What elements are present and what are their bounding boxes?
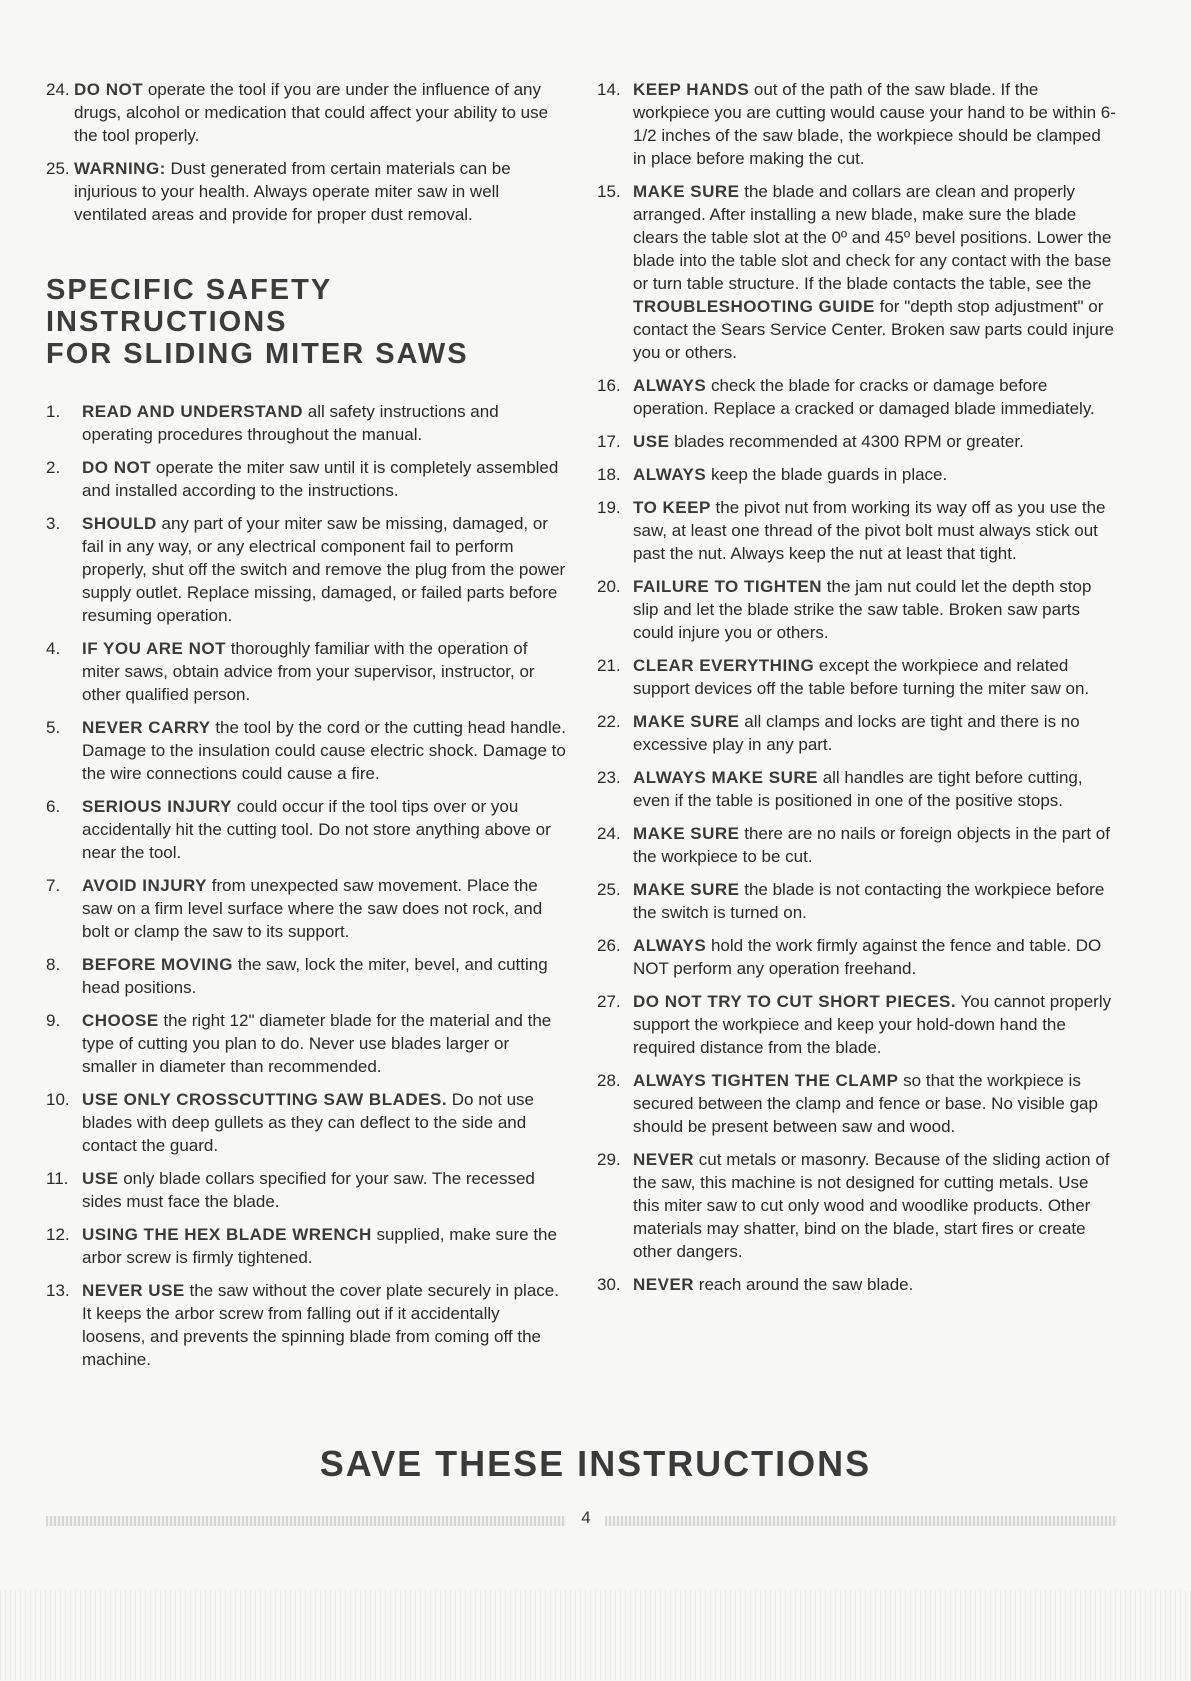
list-item	[597, 575, 1117, 644]
item-number: 26.	[597, 936, 621, 955]
list-item	[597, 1148, 1117, 1263]
item-lead: ALWAYS MAKE SURE	[633, 768, 818, 787]
item-lead: DO NOT TRY TO CUT SHORT PIECES.	[633, 992, 957, 1011]
item-number: 19.	[597, 498, 621, 517]
list-item	[46, 874, 566, 943]
item-lead-reference: TROUBLESHOOTING GUIDE	[633, 297, 875, 316]
item-text: there are no nails or foreign objects in the part of the workpiece to be cut.	[633, 824, 1110, 866]
item-number: 18.	[597, 465, 621, 484]
item-number: 10.	[46, 1090, 70, 1109]
item-lead: MAKE SURE	[633, 712, 740, 731]
item-lead: ALWAYS TIGHTEN THE CLAMP	[633, 1071, 899, 1090]
item-number: 24.	[597, 824, 621, 843]
item-text: cut metals or masonry. Because of the sliding action of the saw, this machine is not designed for cutting metals. Use this miter saw to cut only wood and woodlike products. Other materials may shatter, bind on the blade, start fires or create other dangers.	[633, 1150, 1110, 1261]
item-text: from unexpected saw movement. Place the saw on a firm level surface where the saw does not rock, and bolt or clamp the saw to its support.	[82, 876, 543, 941]
item-lead: SERIOUS INJURY	[82, 797, 232, 816]
list-item	[46, 795, 566, 864]
item-lead: NEVER	[633, 1150, 695, 1169]
item-lead: ALWAYS	[633, 376, 707, 395]
list-item	[597, 822, 1117, 868]
footer-rule-left	[46, 1516, 566, 1526]
item-number: 4.	[46, 639, 61, 658]
item-lead: WARNING:	[74, 159, 166, 178]
list-item	[46, 637, 566, 706]
list-item	[46, 953, 566, 999]
item-number: 14.	[597, 80, 621, 99]
item-number: 25.	[46, 159, 70, 178]
list-item	[597, 1273, 1117, 1296]
item-lead: ALWAYS	[633, 936, 707, 955]
item-number: 11.	[46, 1169, 69, 1188]
item-lead: KEEP HANDS	[633, 80, 750, 99]
list-item	[597, 654, 1117, 700]
item-text: Do not use blades with deep gullets as they can deflect to the side and contact the guard.	[82, 1090, 534, 1155]
item-number: 22.	[597, 712, 621, 731]
list-item	[597, 463, 1117, 486]
right-column	[597, 78, 1117, 1306]
list-item	[597, 180, 1117, 364]
item-number: 28.	[597, 1071, 621, 1090]
item-text: so that the workpiece is secured between the clamp and fence or base. No visible gap should be present between saw and wood.	[633, 1071, 1098, 1136]
item-lead: USE	[82, 1169, 119, 1188]
item-lead: USE	[633, 432, 670, 451]
item-lead: USING THE HEX BLADE WRENCH	[82, 1225, 372, 1244]
item-number: 24.	[46, 80, 70, 99]
list-item	[46, 456, 566, 502]
item-number: 6.	[46, 797, 61, 816]
section-heading	[46, 274, 566, 370]
item-text: blades recommended at 4300 RPM or greater.	[669, 432, 1024, 451]
item-lead: FAILURE TO TIGHTEN	[633, 577, 823, 596]
section-heading-line: FOR SLIDING MITER SAWS	[46, 338, 469, 370]
item-lead: DO NOT	[74, 80, 144, 99]
list-item	[597, 496, 1117, 565]
item-number: 16.	[597, 376, 621, 395]
list-item	[597, 710, 1117, 756]
list-item	[597, 766, 1117, 812]
item-text: all clamps and locks are tight and there is no excessive play in any part.	[633, 712, 1080, 754]
list-item	[46, 400, 566, 446]
item-number: 20.	[597, 577, 621, 596]
item-text: You cannot properly support the workpiece and keep your hold-down hand the required distance from the blade.	[633, 992, 1112, 1057]
list-item	[597, 430, 1117, 453]
item-lead: READ AND UNDERSTAND	[82, 402, 304, 421]
item-lead: MAKE SURE	[633, 182, 740, 201]
item-text: the saw without the cover plate securely in place. It keeps the arbor screw from falling out if it accidentally loosens, and prevents the spinning blade from coming off the machine.	[82, 1281, 559, 1369]
item-text: the blade and collars are clean and properly arranged. After installing a new blade, make sure the blade clears the table slot at the 0º and 45º bevel positions. Lower the blade into the table slot and check for any contact with the base or turn table structure. If the blade contacts the table, see the	[633, 182, 1112, 293]
item-lead: ALWAYS	[633, 465, 707, 484]
item-lead: CLEAR EVERYTHING	[633, 656, 815, 675]
list-item	[46, 1167, 566, 1213]
item-lead: MAKE SURE	[633, 824, 740, 843]
item-number: 7.	[46, 876, 61, 895]
item-lead: TO KEEP	[633, 498, 711, 517]
list-item	[46, 1009, 566, 1078]
item-lead: NEVER USE	[82, 1281, 185, 1300]
item-text: supplied, make sure the arbor screw is firmly tightened.	[82, 1225, 557, 1267]
item-text: the right 12" diameter blade for the material and the type of cutting you plan to do. Never use blades larger or smaller in diameter than recommended.	[82, 1011, 552, 1076]
item-number: 1.	[46, 402, 61, 421]
item-text: Dust generated from certain materials can be injurious to your health. Always operate miter saw in well ventilated areas and provide for proper dust removal.	[74, 159, 511, 224]
item-lead: DO NOT	[82, 458, 152, 477]
item-lead: CHOOSE	[82, 1011, 159, 1030]
item-text: check the blade for cracks or damage before operation. Replace a cracked or damaged blade immediately.	[633, 376, 1095, 418]
item-text: keep the blade guards in place.	[706, 465, 948, 484]
list-item	[597, 878, 1117, 924]
item-lead: AVOID INJURY	[82, 876, 208, 895]
item-text: operate the miter saw until it is completely assembled and installed according to the instructions.	[82, 458, 559, 500]
list-item	[46, 78, 566, 147]
list-item	[597, 374, 1117, 420]
list-item	[597, 1069, 1117, 1138]
item-text: the pivot nut from working its way off as you use the saw, at least one thread of the pivot bolt must always stick out past the nut. Always keep the nut at least that tight.	[633, 498, 1106, 563]
item-number: 23.	[597, 768, 621, 787]
list-item	[597, 990, 1117, 1059]
save-instructions-title: SAVE THESE INSTRUCTIONS	[319, 1443, 872, 1484]
scan-noise-band	[0, 1590, 1191, 1680]
list-item	[46, 1088, 566, 1157]
left-column	[46, 78, 566, 1381]
item-text: operate the tool if you are under the influence of any drugs, alcohol or medication that could affect your ability to use the tool properly.	[74, 80, 549, 145]
item-text: out of the path of the saw blade. If the workpiece you are cutting would cause your hand to be within 6-1/2 inches of the saw blade, the workpiece should be clamped in place before making the cut.	[633, 80, 1116, 168]
item-number: 13.	[46, 1281, 70, 1300]
item-number: 29.	[597, 1150, 621, 1169]
list-item	[46, 157, 566, 226]
item-number: 8.	[46, 955, 61, 974]
item-text: could occur if the tool tips over or you accidentally hit the cutting tool. Do not store anything above or near the tool.	[82, 797, 551, 862]
page-number: 4	[581, 1508, 591, 1527]
list-item	[597, 78, 1117, 170]
item-lead: SHOULD	[82, 514, 157, 533]
section-heading-line: SPECIFIC SAFETY INSTRUCTIONS	[46, 274, 332, 338]
item-text: for "depth stop adjustment" or contact the Sears Service Center. Broken saw parts could injure you or others.	[633, 297, 1114, 362]
item-lead: MAKE SURE	[633, 880, 740, 899]
item-number: 9.	[46, 1011, 61, 1030]
item-text: only blade collars specified for your saw. The recessed sides must face the blade.	[82, 1169, 535, 1211]
item-text: reach around the saw blade.	[694, 1275, 914, 1294]
item-text: thoroughly familiar with the operation of miter saws, obtain advice from your supervisor, instructor, or other qualified person.	[82, 639, 535, 704]
item-text: the blade is not contacting the workpiece before the switch is turned on.	[633, 880, 1105, 922]
list-item	[46, 716, 566, 785]
list-item	[46, 1223, 566, 1269]
item-number: 12.	[46, 1225, 70, 1244]
item-lead: NEVER CARRY	[82, 718, 211, 737]
item-text: except the workpiece and related support devices off the table before turning the miter saw on.	[633, 656, 1090, 698]
item-number: 2.	[46, 458, 61, 477]
list-item	[597, 934, 1117, 980]
item-text: any part of your miter saw be missing, damaged, or fail in any way, or any electrical component fail to perform properly, shut off the switch and remove the plug from the power supply outlet. Replace missing, damaged, or failed parts before resuming operation.	[82, 514, 566, 625]
item-text: hold the work firmly against the fence and table. DO NOT perform any operation freehand.	[633, 936, 1102, 978]
item-number: 3.	[46, 514, 61, 533]
list-item	[46, 512, 566, 627]
item-lead: BEFORE MOVING	[82, 955, 234, 974]
item-number: 25.	[597, 880, 621, 899]
item-number: 17.	[597, 432, 621, 451]
item-number: 27.	[597, 992, 621, 1011]
item-number: 15.	[597, 182, 621, 201]
item-text: the tool by the cord or the cutting head handle. Damage to the insulation could cause electric shock. Damage to the wire connections could cause a fire.	[82, 718, 566, 783]
item-lead: IF YOU ARE NOT	[82, 639, 226, 658]
list-item	[46, 1279, 566, 1371]
item-text: all safety instructions and operating procedures throughout the manual.	[82, 402, 499, 444]
item-number: 21.	[597, 656, 621, 675]
item-lead: USE ONLY CROSSCUTTING SAW BLADES.	[82, 1090, 448, 1109]
item-number: 30.	[597, 1275, 621, 1294]
footer-rule-right	[605, 1516, 1117, 1526]
item-text: all handles are tight before cutting, even if the table is positioned in one of the positive stops.	[633, 768, 1083, 810]
item-text: the saw, lock the miter, bevel, and cutting head positions.	[82, 955, 548, 997]
item-number: 5.	[46, 718, 61, 737]
item-text: the jam nut could let the depth stop slip and let the blade strike the saw table. Broken saw parts could injure you or others.	[633, 577, 1092, 642]
item-lead: NEVER	[633, 1275, 695, 1294]
